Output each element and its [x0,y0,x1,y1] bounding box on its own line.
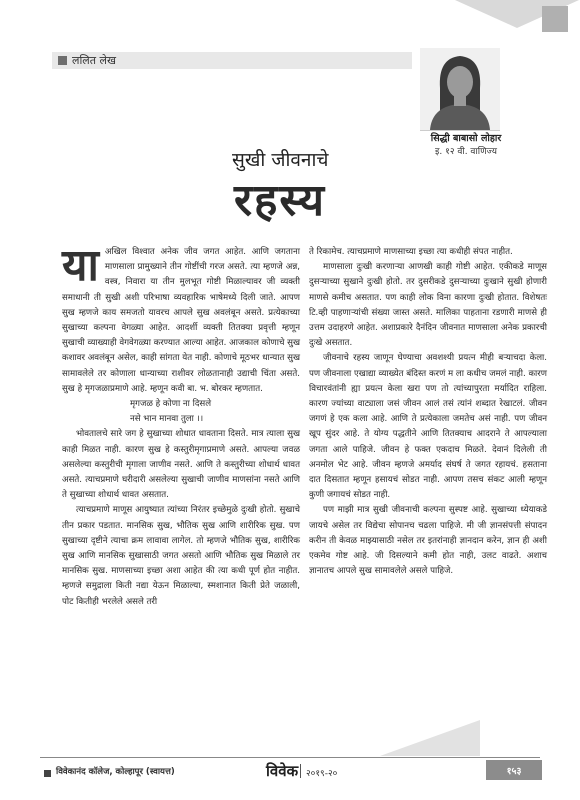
article-paragraph: माणसाला दुःखी करणाऱ्या आणखी काही गोष्टी आहेत. एकीकडे माणूस दुसऱ्याच्या सुखाने दुःखी होतो. तर दुसरीकडे दुसऱ्याच्या दुःखाने सुखी होणारी माणसे कमीच असतात. पण काही लोक विना कारणा दुःखी होतात. विशेषतः टि.व्ही पाहणाऱ्यांची संख्या जास्त असते. मालिका पाहताना रडणारी माणसे ही उत्तम उदाहरणे आहेत. अशाप्रकारे दैनंदिन जीवनात माणसाला अनेक प्रकारची दुःखे असतात. [309,262,547,349]
footer-magazine-name: विवेक [266,762,299,780]
author-photo [420,48,500,131]
article-paragraph: पण माझी मात्र सुखी जीवनाची कल्पना सुस्पष्ट आहे. सुखाच्या ध्येयाकडे जायचे असेल तर विद्येचा सोपानच चढला पाहिजे. मी जी ज्ञानसंपत्ती संपादन करीन ती केवळ माझ्यासाठी नसेल तर इतरांनाही ज्ञानदान करेन, ज्ञान ही अशी एकमेव गोष्ट आहे. जी दिसल्याने कमी होत नाही, उलट वाढते. अशाच ज्ञानातच आपले सुख सामावलेले असले पाहिजे. [309,505,547,577]
article-paragraph: त्याचप्रमाणे माणूस आयुष्यात त्यांच्या निरंतर इच्छेमुळे दुःखी होतो. सुखाचे तीन प्रकार पडतात. मानसिक सुख, भौतिक सुख आणि शारीरिक सुख. पण सुखाच्या दृष्टीने त्याचा क्रम लावावा लागेल. तो म्हणजे भौतिक सुख, शारीरिक सुख आणि मानसिक सुखासाठी जगत असतो आणि भौतिक सुख मिळाले तर मानसिक सुख. माणसाच्या इच्छा अशा आहेत की त्या कधी पूर्ण होत नाहीत. म्हणजे समुद्राला किती नद्या येऊन मिळाल्या, स्मशानात किती प्रेते जळाली, पोट कितीही भरलेले असले तरी [62,505,300,607]
decorative-corner-box [542,6,568,32]
poem-line: मृगजळ हे कोणा ना दिसले [130,399,212,410]
drop-cap: या [62,240,99,291]
article-title-line1: सुखी जीवनाचे [232,149,329,171]
poem-line: नसे भान मानवा तुला ।। [130,414,204,425]
article-title-line2: रहस्य [234,175,326,226]
footer-college-name: विवेकानंद कॉलेज, कोल्हापूर (स्वायत्त) [56,767,175,777]
article-left-column [62,240,300,610]
decorative-footer-triangle [380,720,480,756]
author-name: सिद्धी बाबासो लोहार [430,133,502,144]
page-number: १५३ [506,766,522,777]
article-paragraph: जीवनाचे रहस्य जाणून घेण्याचा अवशश्यी प्रयत्न मीही बऱ्याचदा केला. पण जीवनाला एखाद्या व्याख्येत बंदिस्त करणं म ला कधीच जमलं नाही. कारण विचारवंतांनी ह्या प्रयत्न केला खरा पण तो त्यांच्यापुरता मर्यादित राहिला. कारण ज्यांच्या वाट्याला जसं जीवन आलं तसं त्यांनं शब्दात रेखाटलं. जीवन जगणं हे एक कला आहे. आणि ते प्रत्येकाला जमतेच असं नाही. पण जीवन खूप सुंदर आहे. ते योग्य पद्धतीने आणि तितक्याच आदराने ते आपल्याला जगता आले पाहिजे. जीवन हे फक्त एकदाच मिळते. देवानं दिलेली ती अनमोल भेट आहे. जीवन म्हणजे अमर्याद संघर्ष ते जगत रहायचं. हसताना दात दिसतात म्हणून हसायचं सोडत नाही. आपण तसच संकट आली म्हणून कुणी जगायचं सोडत नाही. [309,353,547,501]
author-portrait-icon [420,48,500,130]
footer-year: २०१९-२० [306,769,338,779]
article-paragraph: याअखिल विश्वात अनेक जीव जगत आहेत. आणि जगताना माणसाला प्रामुख्याने तीन गोष्टींची गरज असते. त्या म्हणजे अन्न, वस्त्र, निवारा या तीन मुलभूत गोष्टी मिळाल्यावर जी व्यक्ती समाधानी ती सुखी अशी परिभाषा व्यवहारिक भाषेमध्ये दिली जाते. आपण सुख म्हणजे काय समजतो यावरच आपले सुख अवलंबून असते. प्रत्येकाच्या सुखाच्या कल्पना वेगळ्या आहेत. आदर्शी व्यक्ती तितक्या प्रवृत्ती म्हणून सुखाची व्याख्याही वेगवेगळ्या करण्यात आल्या आहेत. आजकाल कोणाचे सुख कशावर अवलंबून असेल, काही सांगता येत नाही. कोणाचे मूठभर धान्यात सुख सामावलेले तर कोणाला धान्याच्या राशीवर लोळतानाही उद्याची चिंता असते. सुख हे मृगजळाप्रमाणे आहे. म्हणून कवी बा. भ. बोरकर म्हणतात. [62,240,300,394]
footer-divider-line [40,757,540,758]
article-paragraph: भोवतालचे सारे जग हे सुखाच्या शोधात धावताना दिसते. मात्र त्याला सुख काही मिळत नाही. कारण सुख हे कस्तुरीमृगाप्रमाणे असते. आपल्या जवळ असलेल्या कस्तुरीची मृगाला जाणीव नसते. आणि ते कस्तुरीच्या शोधार्थ धावत असते. त्याचप्रमाणे घरीदारी असलेल्या सुखाची जाणीव माणसांना नसते आणि ते सुखाच्या शोधार्थ धावत असतात. [62,429,300,501]
article-right-column [309,245,547,579]
banner-square-icon [58,56,67,65]
article-paragraph: ते रिकामेच. त्याचप्रमाणे माणसाच्या इच्छा त्या कधीही संपत नाहीत. [309,247,513,257]
section-banner [52,52,412,69]
footer-separator [300,764,301,778]
author-class: इ. १२ वी. वाणिज्य [435,147,497,157]
footer-square-icon [44,770,51,777]
section-label: ललित लेख [72,54,116,67]
